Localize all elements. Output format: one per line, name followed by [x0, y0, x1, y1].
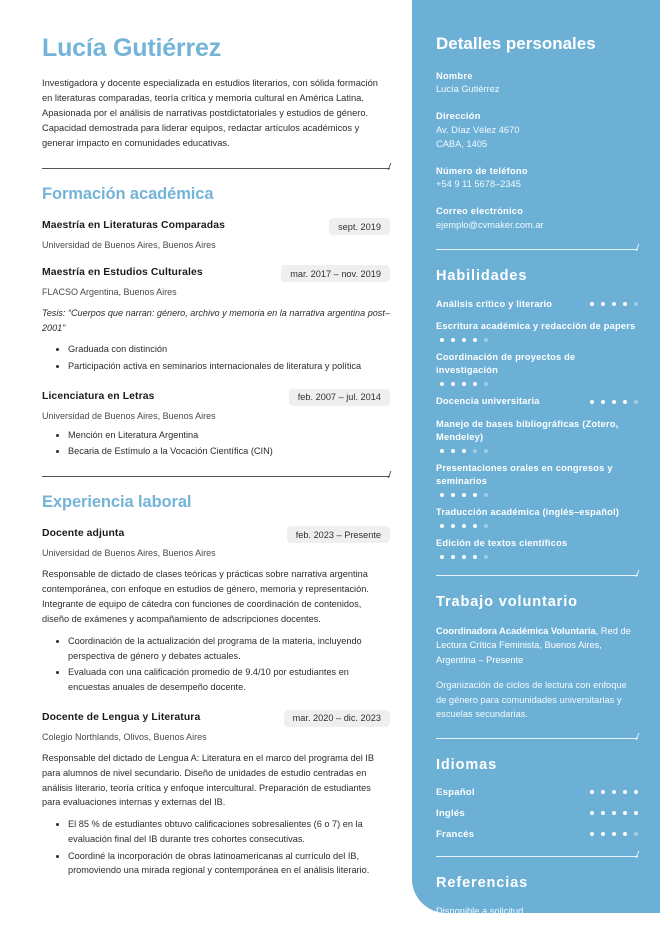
section-divider [42, 168, 390, 169]
experience-entry-list [42, 526, 390, 878]
entry-title: Docente de Lengua y Literatura [42, 711, 201, 723]
language-item [436, 808, 638, 819]
entry-bullet: • Participación activa en seminarios internacionales de literatura y política [68, 359, 390, 374]
rating-dot [473, 493, 477, 497]
section-education [42, 185, 390, 459]
rating-dot [601, 400, 605, 404]
skill-item [436, 506, 638, 528]
entry-organization: Universidad de Buenos Aires, Buenos Aires [42, 410, 216, 421]
section-divider [42, 476, 390, 477]
rating-dots [590, 790, 638, 794]
entry-organization: Universidad de Buenos Aires, Buenos Aires [42, 548, 216, 559]
entry-title: Maestría en Estudios Culturales [42, 267, 203, 279]
skill-item [436, 537, 638, 559]
sidebar-section-skills [436, 268, 638, 560]
rating-dots [440, 382, 488, 386]
rating-dot [462, 382, 466, 386]
education-entry [42, 389, 390, 459]
volunteer-detail: , Red de Lectura Crítica Feminista, Buenos Aires, Argentina – Presente [436, 626, 631, 665]
section-title-education: Formación académica [42, 185, 214, 204]
entry-date-badge: feb. 2023 – Presente [287, 526, 390, 543]
sidebar-title-volunteer: Trabajo voluntario [436, 594, 578, 611]
rating-dot [451, 338, 455, 342]
entry-date-badge: sept. 2019 [329, 218, 390, 235]
sidebar-section-languages [436, 757, 638, 840]
rating-dots [590, 302, 638, 306]
references-body: Disponible a solicitud [436, 905, 524, 916]
entry-organization: FLACSO Argentina, Buenos Aires [42, 287, 177, 298]
language-item [436, 829, 638, 840]
entry-header [42, 710, 390, 727]
rating-dot [473, 524, 477, 528]
rating-dot [440, 449, 444, 453]
skill-item [436, 395, 638, 408]
personal-field-label: Correo electrónico [436, 206, 524, 217]
skill-name: Edición de textos científicos [436, 538, 568, 549]
rating-dots [440, 493, 488, 497]
sidebar-divider [436, 738, 638, 739]
rating-dots [440, 338, 488, 342]
skill-item [436, 298, 638, 311]
profile-summary: Investigadora y docente especializada en estudios literarios, con sólida formación en literaturas comparadas, teoría crítica y memoria cultural en América Latina. Apasionada por el análisis de narrativas postdictatoriales y estudios de género. Capacidad demostrada para liderar equipos, redactar artículos académicos y generar impacto en comunidades educativas. [42, 78, 378, 149]
rating-dots [440, 524, 488, 528]
sidebar-divider [436, 575, 638, 576]
personal-field-value: +54 9 11 5678–2345 [436, 179, 521, 190]
rating-dot [623, 832, 627, 836]
personal-field [436, 110, 638, 151]
rating-dots [590, 832, 638, 836]
rating-dot [634, 400, 638, 404]
personal-field-value: ejemplo@cvmaker.com.ar [436, 219, 544, 230]
rating-dot [473, 382, 477, 386]
entry-description: Responsable del dictado de Lengua A: Literatura en el marco del programa del IB para alumnos de nivel secundario. Diseño de unidades de estudio centradas en análisis literario, teoría crítica y enfoque intercultural. Preparación de estudiantes para evaluaciones internas y externas del IB. [42, 752, 374, 808]
personal-field-value: Av. Díaz Vélez 4670 CABA, 1405 [436, 124, 520, 149]
rating-dots-wrap [440, 449, 638, 453]
language-name: Inglés [436, 807, 465, 819]
rating-dot [623, 400, 627, 404]
rating-dot [612, 832, 616, 836]
rating-dot [451, 524, 455, 528]
rating-dot [623, 302, 627, 306]
page-title: Lucía Gutiérrez [42, 34, 221, 62]
rating-dot [473, 449, 477, 453]
education-entry [42, 265, 390, 374]
skill-name: Docencia universitaria [436, 396, 540, 407]
language-item [436, 787, 638, 798]
sidebar-title-references: Referencias [436, 874, 529, 891]
rating-dot [451, 382, 455, 386]
personal-field-list [436, 70, 638, 233]
skill-item [436, 320, 638, 342]
rating-dot [440, 382, 444, 386]
experience-entry [42, 526, 390, 695]
entry-date-badge: mar. 2017 – nov. 2019 [281, 265, 390, 282]
rating-dot [451, 449, 455, 453]
rating-dots [590, 400, 638, 404]
language-name: Francés [436, 828, 475, 840]
entry-bullet: • Coordiné la incorporación de obras latinoamericanas al currículo del IB, promoviendo una mirada regional y contemporánea en el análisis literario. [68, 849, 390, 878]
rating-dot [484, 555, 488, 559]
personal-field-value: Lucía Gutiérrez [436, 84, 500, 95]
skill-name: Manejo de bases bibliográficas (Zotero, Mendeley) [436, 418, 619, 443]
entry-bullet-list [68, 817, 390, 878]
rating-dot [484, 524, 488, 528]
rating-dot [590, 400, 594, 404]
skill-item [436, 351, 638, 386]
entry-header [42, 218, 390, 235]
skill-name: Traducción académica (inglés–español) [436, 507, 620, 518]
language-list [436, 787, 638, 840]
education-entry [42, 218, 390, 250]
entry-bullet: • Evaluada con una calificación promedio de 9.4/10 por estudiantes en encuestas anuales de desempeño docente. [68, 665, 390, 694]
rating-dot [484, 382, 488, 386]
entry-organization: Colegio Northlands, Olivos, Buenos Aires [42, 731, 207, 742]
language-name: Español [436, 786, 475, 798]
rating-dot [440, 524, 444, 528]
skill-name: Escritura académica y redacción de papers [436, 321, 636, 332]
entry-bullet: • El 85 % de estudiantes obtuvo calificaciones sobresalientes (6 o 7) en la evaluación final del IB durante tres cohortes consecutivas. [68, 817, 390, 846]
section-title-experience: Experiencia laboral [42, 493, 192, 512]
entry-header [42, 526, 390, 543]
rating-dot [590, 302, 594, 306]
rating-dot [634, 811, 638, 815]
entry-organization: Universidad de Buenos Aires, Buenos Aires [42, 240, 216, 251]
rating-dots-wrap [440, 524, 638, 528]
entry-header [42, 389, 390, 406]
rating-dot [462, 524, 466, 528]
entry-date-badge: mar. 2020 – dic. 2023 [284, 710, 390, 727]
rating-dot [623, 811, 627, 815]
skill-item [436, 418, 638, 453]
rating-dot [601, 811, 605, 815]
rating-dot [590, 811, 594, 815]
skill-row [436, 298, 638, 311]
entry-bullet-list [68, 342, 390, 373]
entry-date-badge: feb. 2007 – jul. 2014 [289, 389, 390, 406]
skill-item [436, 462, 638, 497]
sidebar-title-personal: Detalles personales [436, 34, 596, 53]
personal-field [436, 205, 638, 232]
entry-bullet: • Graduada con distinción [68, 342, 390, 357]
personal-field [436, 165, 638, 192]
entry-bullet: • Mención en Literatura Argentina [68, 428, 390, 443]
rating-dot [612, 400, 616, 404]
rating-dots [590, 811, 638, 815]
skill-row [436, 395, 638, 408]
rating-dot [612, 790, 616, 794]
skill-list [436, 298, 638, 560]
experience-entry [42, 710, 390, 879]
section-experience [42, 493, 390, 878]
rating-dot [634, 832, 638, 836]
entry-header [42, 265, 390, 282]
sidebar-title-skills: Habilidades [436, 267, 528, 284]
sidebar [412, 0, 660, 916]
rating-dot [451, 493, 455, 497]
entry-bullet: • Becaria de Estímulo a la Vocación Científica (CIN) [68, 444, 390, 459]
skill-name: Análisis crítico y literario [436, 298, 553, 309]
rating-dot [440, 338, 444, 342]
sidebar-section-volunteer [436, 594, 638, 721]
rating-dot [462, 493, 466, 497]
education-entry-list [42, 218, 390, 459]
entry-thesis-note: Tesis: “Cuerpos que narran: género, archivo y memoria en la narrativa argentina post–2001” [42, 308, 390, 333]
rating-dot [623, 790, 627, 794]
rating-dot [612, 811, 616, 815]
entry-bullet-list [68, 428, 390, 459]
sidebar-divider [436, 249, 638, 250]
rating-dots [440, 555, 488, 559]
rating-dots-wrap [440, 555, 638, 559]
rating-dot [462, 338, 466, 342]
skill-name: Coordinación de proyectos de investigación [436, 351, 576, 376]
rating-dots-wrap [440, 493, 638, 497]
entry-title: Maestría en Literaturas Comparadas [42, 220, 225, 232]
rating-dot [440, 555, 444, 559]
personal-field-label: Nombre [436, 71, 473, 81]
rating-dot [473, 338, 477, 342]
rating-dot [451, 555, 455, 559]
rating-dot [484, 449, 488, 453]
rating-dot [440, 493, 444, 497]
personal-field-label: Dirección [436, 111, 481, 122]
rating-dot [590, 790, 594, 794]
entry-description: Responsable de dictado de clases teóricas y prácticas sobre narrativa argentina contemporánea, con enfoque en estudios de género, memoria y representación. Integrante de equipo de cátedra con funciones de coordinación de contenidos, diseño de exámenes y acompañamiento de adscripciones docentes. [42, 569, 369, 624]
rating-dot [462, 555, 466, 559]
rating-dot [484, 338, 488, 342]
sidebar-title-languages: Idiomas [436, 756, 498, 773]
entry-bullet: • Coordinación de la actualización del programa de la materia, incluyendo perspectiva de género y debates actuales. [68, 634, 390, 663]
rating-dot [473, 555, 477, 559]
rating-dots [440, 449, 488, 453]
volunteer-role-line [436, 624, 638, 667]
personal-field [436, 70, 638, 97]
sidebar-section-references [436, 875, 638, 919]
rating-dots-wrap [440, 338, 638, 342]
sidebar-divider [436, 856, 638, 857]
volunteer-role: Coordinadora Académica Voluntaria [436, 626, 596, 637]
sidebar-section-personal [436, 34, 638, 233]
rating-dot [601, 302, 605, 306]
rating-dot [634, 790, 638, 794]
entry-title: Licenciatura en Letras [42, 390, 155, 402]
rating-dot [590, 832, 594, 836]
entry-bullet-list [68, 634, 390, 695]
rating-dot [484, 493, 488, 497]
rating-dot [612, 302, 616, 306]
skill-name: Presentaciones orales en congresos y seminarios [436, 463, 613, 487]
rating-dot [601, 832, 605, 836]
personal-field-label: Número de teléfono [436, 165, 528, 176]
entry-title: Docente adjunta [42, 528, 125, 540]
rating-dots-wrap [440, 382, 638, 386]
rating-dot [634, 302, 638, 306]
rating-dot [462, 449, 466, 453]
volunteer-description: Organización de ciclos de lectura con enfoque de género para comunidades universitarias y escuelas secundarias. [436, 680, 627, 720]
rating-dot [601, 790, 605, 794]
